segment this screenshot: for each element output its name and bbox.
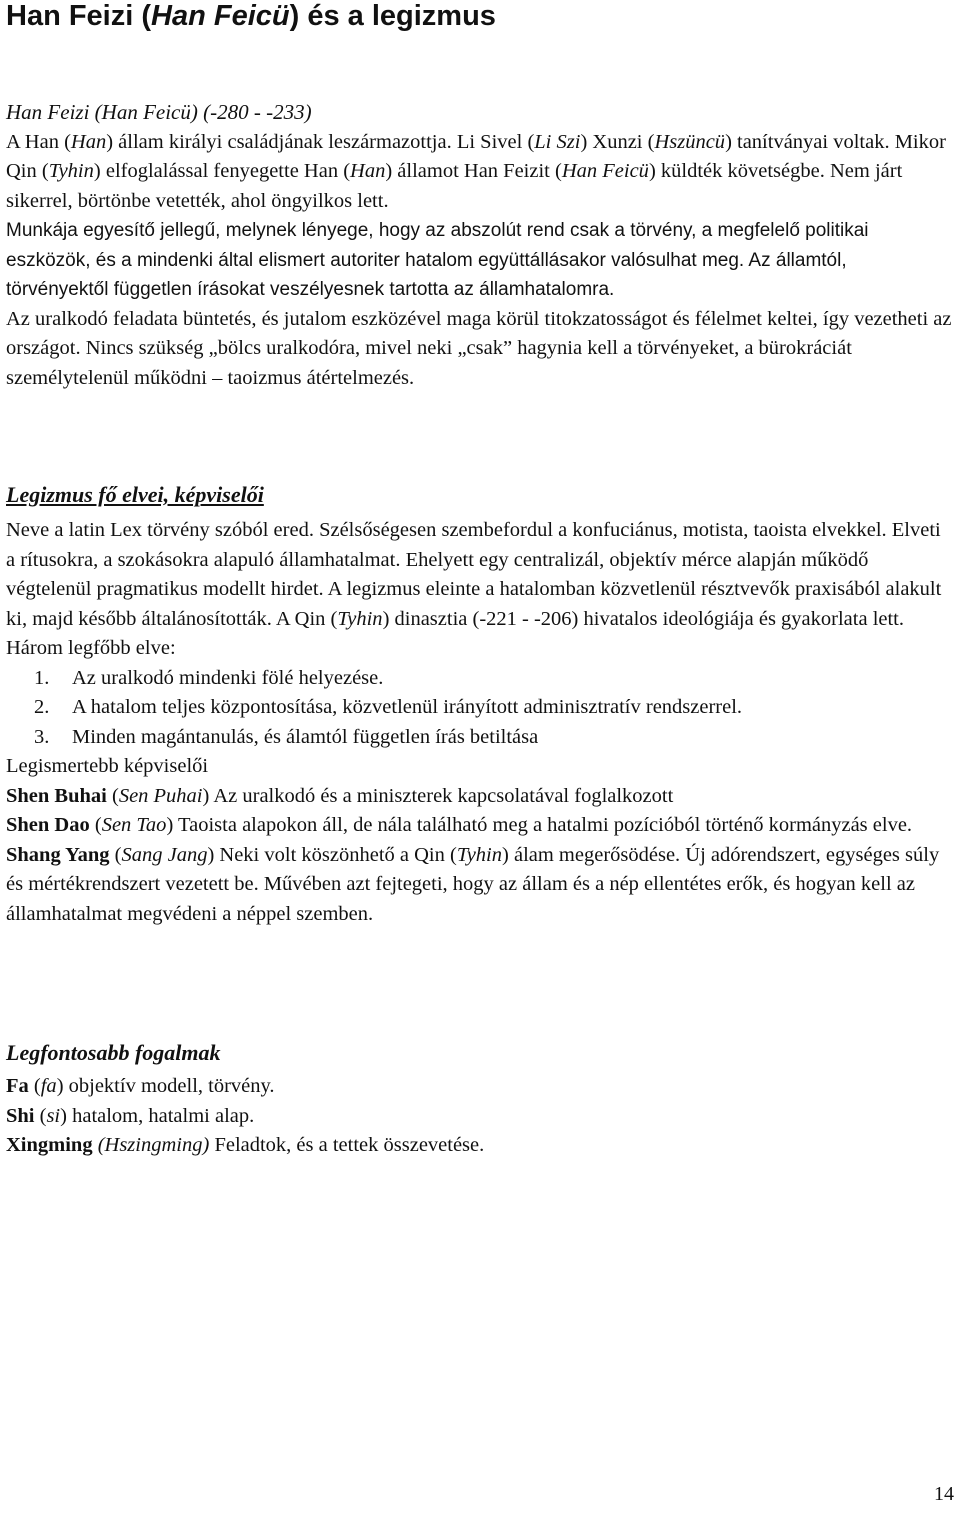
section-heading-han-feizi: Han Feizi (Han Feicü) (-280 - -233)	[6, 100, 312, 124]
principle-number: 2.	[34, 696, 50, 718]
concept-description: objektív modell, törvény.	[68, 1075, 275, 1097]
title-italic-text: Han Feicü	[151, 0, 290, 32]
principles-intro: Három legfőbb elve:	[6, 637, 176, 659]
concept-alt-name: si	[46, 1104, 61, 1127]
representatives-intro: Legismertebb képviselői	[6, 755, 209, 777]
principle-number: 3.	[34, 725, 50, 748]
representative-alt-name: Sen Puhai	[118, 784, 203, 807]
page-number: 14	[934, 1483, 954, 1505]
concept-term: Shi	[6, 1104, 35, 1127]
representative-description: Taoista alapokon áll, de nála található meg a hatalmi pozícióból történő kormányzás elve.	[178, 814, 913, 836]
concept-alt-name: (Hszingming)	[97, 1134, 210, 1156]
principle-text: Az uralkodó mindenki fölé helyezése.	[72, 666, 384, 689]
representative-item: Shen Dao (Sen Tao) Taoista alapokon áll, de nála található meg a hatalmi pozícióból történő kormányzás elve.	[6, 814, 913, 836]
representative-item: Shen Buhai (Sen Puhai) Az uralkodó és a miniszterek kapcsolatával foglalkozott	[6, 784, 674, 807]
section-concepts	[6, 1036, 954, 1161]
concept-term: Fa	[6, 1075, 29, 1097]
concept-description: Feladtok, és a tettek összevetése.	[214, 1134, 485, 1156]
representative-shang-yang: Shang Yang (Sang Jang) Neki volt köszönhető a Qin (Tyhin) álam megerősödése. Új adórendszert, egységes súly és mértékrendszert vezetett be. Művében azt fejtegeti, hogy az állam és a nép ellentétes erők, és hogyan kell az államhatalmat megvédeni a néppel szemben.	[6, 843, 940, 925]
principle-text: Minden magántanulás, és álamtól független írás betiltása	[72, 725, 539, 748]
representative-name: Shen Buhai	[6, 784, 107, 807]
principle-item	[6, 723, 954, 753]
principle-item	[6, 664, 954, 694]
concept-description: hatalom, hatalmi alap.	[72, 1104, 255, 1127]
representatives-list	[6, 782, 954, 841]
title-text-end: ) és a legizmus	[289, 0, 496, 32]
section-heading-legizmus: Legizmus fő elvei, képviselői	[6, 482, 264, 507]
concept-item: Fa (fa) objektív modell, törvény.	[6, 1075, 275, 1097]
paragraph-ruler: Az uralkodó feladata büntetés, és jutalom eszközével maga körül titokzatosságot és félelmet keltei, így vezetheti az országot. Nincs szükség „bölcs uralkodóra, mivel neki „csak” hagynia kell a törvényeket, a bürokráciát személytelenül működni – taoizmus átértelmezés.	[6, 307, 952, 389]
representative-alt-name: Sen Tao	[101, 814, 167, 836]
page-title	[6, 0, 496, 32]
representative-description: Az uralkodó és a miniszterek kapcsolatával foglalkozott	[213, 784, 674, 807]
concept-item: Shi (si) hatalom, hatalmi alap.	[6, 1104, 255, 1127]
representative-name: Shen Dao	[6, 814, 90, 836]
paragraph-legizmus: Neve a latin Lex törvény szóból ered. Szélsőségesen szembefordul a konfuciánus, motista, taoista elvekkel. Elveti a rítusokra, a szokásokra alapuló államhatalmat. Ehelyett egy centralizál, objektív mérce alapján működő végtelenül pragmatikus modellt hirdet. A legizmus eleinte a hatalomban közvetlenül résztvevők praxisából alakult ki, majd később általánosították. A Qin (Tyhin) dinasztia (-221 - -206) hivatalos ideológiája és gyakorlata lett.	[6, 519, 942, 630]
paragraph-biography: A Han (Han) állam királyi családjának leszármazottja. Li Sivel (Li Szi) Xunzi (Hszüncü) tanítványai voltak. Mikor Qin (Tyhin) elfoglalással fenyegette Han (Han) államot Han Feizit (Han Feicü) küldték követségbe. Nem járt sikerrel, börtönbe vetették, ahol öngyilkos lett.	[6, 130, 946, 212]
section-heading-concepts: Legfontosabb fogalmak	[6, 1040, 221, 1065]
concepts-list	[6, 1072, 954, 1161]
paragraph-work: Munkája egyesítő jellegű, melynek lényege, hogy az abszolút rend csak a törvény, a megfelelő politikai eszközök, és a mindenki által elismert autoriter hatalom együttállásakor valósulhat meg. Az államtól, törvényektől független írásokat veszélyesnek tartotta az államhatalomra.	[6, 220, 869, 300]
concept-item	[6, 1131, 954, 1161]
concept-term: Xingming	[6, 1134, 93, 1156]
principles-list	[6, 664, 954, 753]
section-han-feizi	[6, 98, 954, 393]
title-text: Han Feizi (	[6, 0, 152, 32]
principle-item	[6, 693, 954, 723]
section-legizmus	[6, 480, 954, 929]
principle-number: 1.	[34, 666, 50, 689]
concept-alt-name: fa	[40, 1075, 57, 1097]
principle-text: A hatalom teljes központosítása, közvetlenül irányított adminisztratív rendszerrel.	[72, 696, 743, 718]
